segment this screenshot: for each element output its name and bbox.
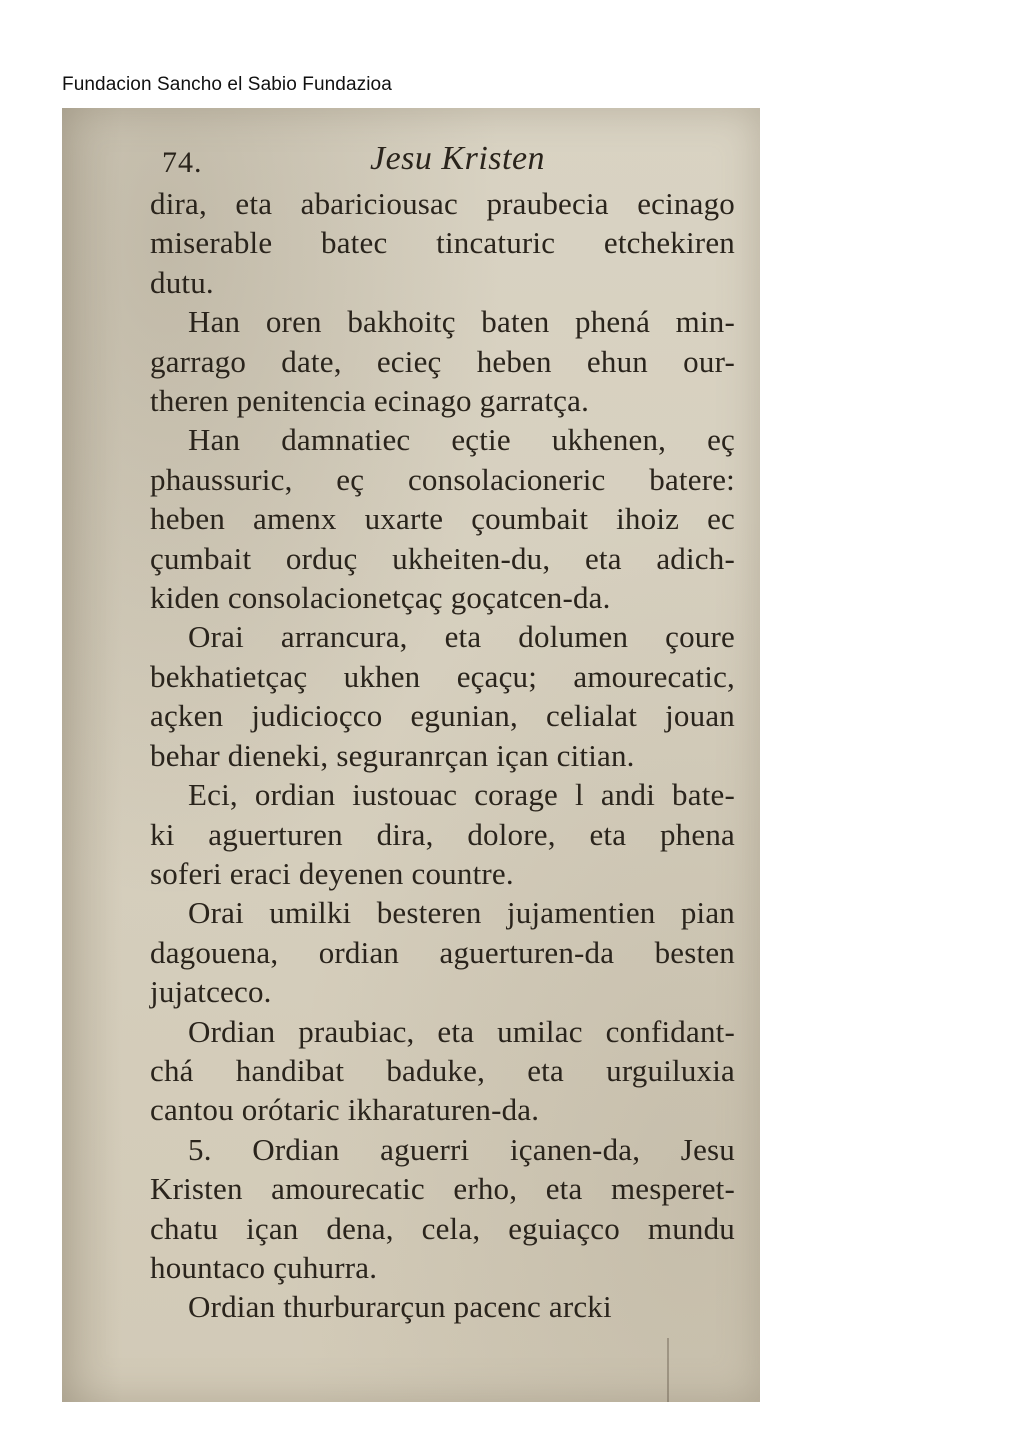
text-line: heben amenx uxarte çoumbait ihoiz ec — [150, 501, 735, 537]
text-line: Ordian praubiac, eta umilac confidant- — [188, 1013, 735, 1049]
text-line: soferi eraci deyenen countre. — [150, 855, 514, 891]
running-title: Jesu Kristen — [370, 140, 546, 177]
text-line: behar dieneki, seguranrçan içan citian. — [150, 737, 635, 773]
text-line: miserable batec tincaturic etchekiren — [150, 225, 735, 261]
text-line: dagouena, ordian aguerturen-da besten — [150, 934, 735, 970]
text-line: Kristen amourecatic erho, eta mesperet- — [150, 1171, 735, 1207]
text-line: Orai arrancura, eta dolumen çoure — [188, 619, 735, 655]
text-line: ki aguerturen dira, dolore, eta phena — [150, 816, 735, 852]
text-line: garrago date, ecieç heben ehun our- — [150, 343, 735, 379]
text-line: kiden consolacionetçaç goçatcen-da. — [150, 580, 611, 616]
text-line: 5. Ordian aguerri içanen-da, Jesu — [188, 1131, 735, 1167]
text-line: dutu. — [150, 264, 214, 300]
page-number: 74. — [162, 146, 203, 179]
text-lines — [150, 184, 735, 1327]
text-line: chá handibat baduke, eta urguiluxia — [150, 1052, 735, 1088]
text-line: chatu içan dena, cela, eguiaçco mundu — [150, 1210, 735, 1246]
source-header: Fundacion Sancho el Sabio Fundazioa — [62, 74, 392, 95]
text-line: bekhatietçaç ukhen eçaçu; amourecatic, — [150, 658, 735, 694]
text-line: Han damnatiec eçtie ukhenen, eç — [188, 422, 735, 458]
page-crease — [667, 1338, 669, 1402]
text-line: theren penitencia ecinago garratça. — [150, 383, 590, 419]
text-line: hountaco çuhurra. — [150, 1249, 378, 1285]
text-line: phaussuric, eç consolacioneric batere: — [150, 461, 735, 497]
text-line: açken judicioçco egunian, celialat jouan — [150, 698, 735, 734]
text-line: jujatceco. — [150, 974, 272, 1010]
page-text — [150, 140, 735, 1327]
running-head — [150, 140, 735, 184]
text-line: Ordian thurburarçun pacenc arcki — [188, 1289, 612, 1325]
text-line: Han oren bakhoitç baten phená min- — [188, 304, 735, 340]
text-line: çumbait orduç ukheiten-du, eta adich- — [150, 540, 735, 576]
text-line: cantou orótaric ikharaturen-da. — [150, 1092, 540, 1128]
text-line: Orai umilki besteren jujamentien pian — [188, 895, 735, 931]
text-line: dira, eta abariciousac praubecia ecinago — [150, 186, 735, 221]
text-line: Eci, ordian iustouac corage l andi bate- — [188, 777, 735, 813]
